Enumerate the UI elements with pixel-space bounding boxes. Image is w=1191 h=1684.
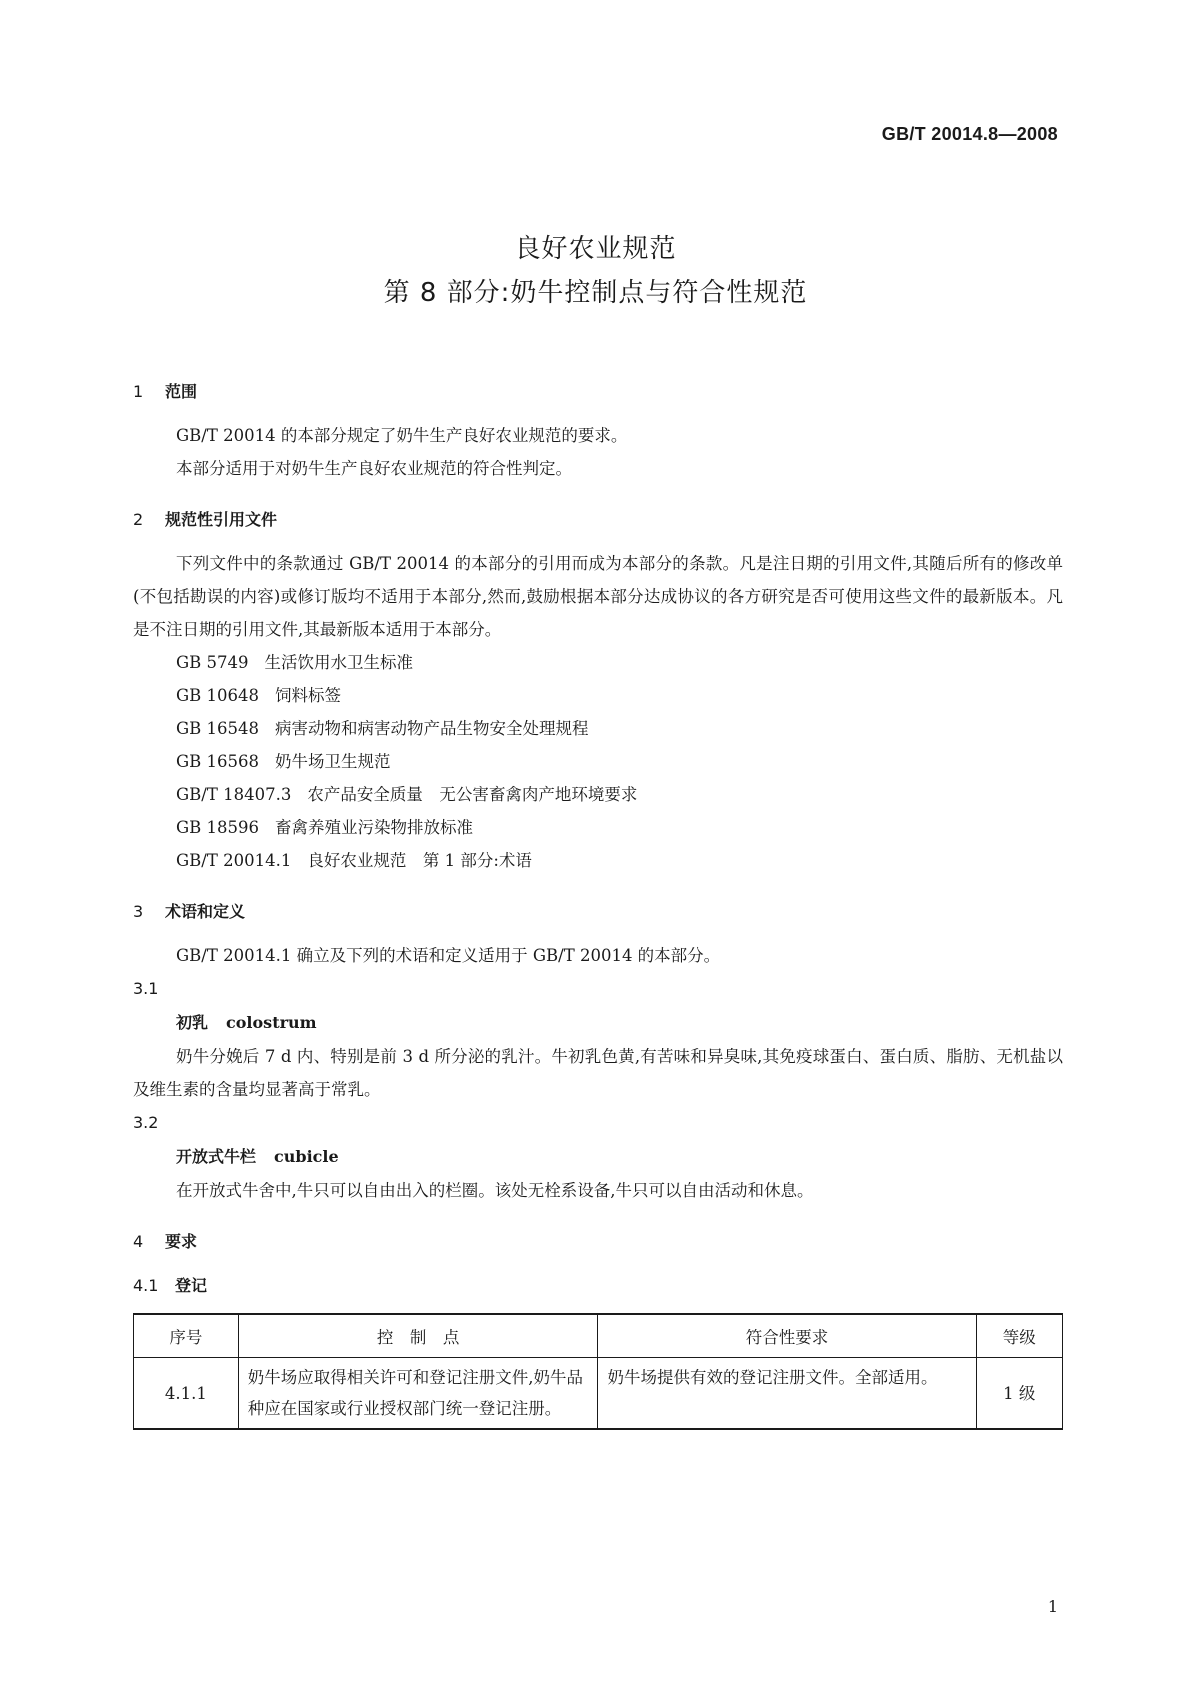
document-title: 良好农业规范 xyxy=(514,234,677,264)
reference-item xyxy=(133,811,1063,844)
reference-title: 生活饮用水卫生标准 xyxy=(264,653,414,672)
column-header: 等级 xyxy=(976,1314,1062,1358)
term-definition: 奶牛分娩后 7 d 内、特别是前 3 d 所分泌的乳汁。牛初乳色黄,有苦味和异臭味,其免疫球蛋白、蛋白质、脂肪、无机盐以及维生素的含量均显著高于常乳。 xyxy=(133,1047,1063,1099)
section-number: 3 xyxy=(133,902,144,921)
level-cell: 1 级 xyxy=(976,1358,1062,1430)
control-point-cell: 奶牛场应取得相关许可和登记注册文件,奶牛品种应在国家或行业授权部门统一登记注册。 xyxy=(238,1358,598,1430)
term-en: colostrum xyxy=(226,1013,317,1032)
subsection-number: 4.1 xyxy=(133,1276,159,1295)
standard-code: GB/T 20014.8—2008 xyxy=(881,124,1058,144)
term-entry xyxy=(133,1006,1063,1040)
term-definition: 在开放式牛舍中,牛只可以自由出入的栏圈。该处无栓系设备,牛只可以自由活动和休息。 xyxy=(176,1181,814,1200)
reference-code: GB 18596 xyxy=(176,818,260,837)
reference-code: GB 5749 xyxy=(176,653,249,672)
paragraph: GB/T 20014.1 确立及下列的术语和定义适用于 GB/T 20014 的本部分。 xyxy=(176,946,721,965)
section-title: 规范性引用文件 xyxy=(165,510,278,529)
reference-title: 饲料标签 xyxy=(275,686,342,705)
subsection-heading-registration xyxy=(133,1269,1063,1303)
paragraph: 本部分适用于对奶牛生产良好农业规范的符合性判定。 xyxy=(176,459,572,478)
term-number: 3.1 xyxy=(133,979,159,998)
reference-code: GB 16548 xyxy=(176,719,260,738)
section-heading-terms-definitions xyxy=(133,895,1063,929)
section-title: 术语和定义 xyxy=(165,902,246,921)
column-header: 序号 xyxy=(134,1314,239,1358)
row-id: 4.1.1 xyxy=(134,1358,239,1430)
reference-title: 良好农业规范 第 1 部分:术语 xyxy=(307,851,532,870)
section-title: 要求 xyxy=(165,1232,198,1251)
reference-item xyxy=(133,844,1063,877)
reference-code: GB 10648 xyxy=(176,686,260,705)
reference-item xyxy=(133,712,1063,745)
page-number: 1 xyxy=(1047,1597,1058,1616)
term-zh: 初乳 xyxy=(176,1013,209,1032)
section-heading-normative-references xyxy=(133,503,1063,537)
section-number: 1 xyxy=(133,382,144,401)
section-title: 范围 xyxy=(165,382,198,401)
reference-code: GB 16568 xyxy=(176,752,260,771)
column-header: 控 制 点 xyxy=(238,1314,598,1358)
reference-code: GB/T 18407.3 xyxy=(176,785,292,804)
reference-item xyxy=(133,646,1063,679)
reference-title: 农产品安全质量 无公害畜禽肉产地环境要求 xyxy=(307,785,638,804)
term-en: cubicle xyxy=(274,1147,339,1166)
reference-list xyxy=(133,646,1063,877)
subsection-title: 登记 xyxy=(175,1276,208,1295)
column-header: 符合性要求 xyxy=(598,1314,976,1358)
reference-title: 奶牛场卫生规范 xyxy=(275,752,391,771)
paragraph: GB/T 20014 的本部分规定了奶牛生产良好农业规范的要求。 xyxy=(176,426,628,445)
term-zh: 开放式牛栏 xyxy=(176,1147,257,1166)
reference-item xyxy=(133,778,1063,811)
reference-item xyxy=(133,679,1063,712)
reference-code: GB/T 20014.1 xyxy=(176,851,292,870)
term-number: 3.2 xyxy=(133,1113,159,1132)
requirement-cell: 奶牛场提供有效的登记注册文件。全部适用。 xyxy=(598,1358,976,1430)
reference-title: 病害动物和病害动物产品生物安全处理规程 xyxy=(275,719,589,738)
section-number: 4 xyxy=(133,1232,144,1251)
reference-item xyxy=(133,745,1063,778)
section-heading-scope xyxy=(133,375,1063,409)
table-header-row xyxy=(134,1314,1063,1358)
document-body xyxy=(133,375,1063,1430)
table-row xyxy=(134,1358,1063,1430)
reference-title: 畜禽养殖业污染物排放标准 xyxy=(275,818,474,837)
section-heading-requirements xyxy=(133,1225,1063,1259)
document-subtitle: 第 8 部分:奶牛控制点与符合性规范 xyxy=(383,278,808,308)
paragraph: 下列文件中的条款通过 GB/T 20014 的本部分的引用而成为本部分的条款。凡是注日期的引用文件,其随后所有的修改单(不包括勘误的内容)或修订版均不适用于本部分,然而,鼓励根据本部分达成协议的各方研究是否可使用这些文件的最新版本。凡是不注日期的引用文件,其最新版本适用于本部分。 xyxy=(133,554,1063,639)
requirements-table xyxy=(133,1313,1063,1430)
section-number: 2 xyxy=(133,510,144,529)
term-entry xyxy=(133,1140,1063,1174)
